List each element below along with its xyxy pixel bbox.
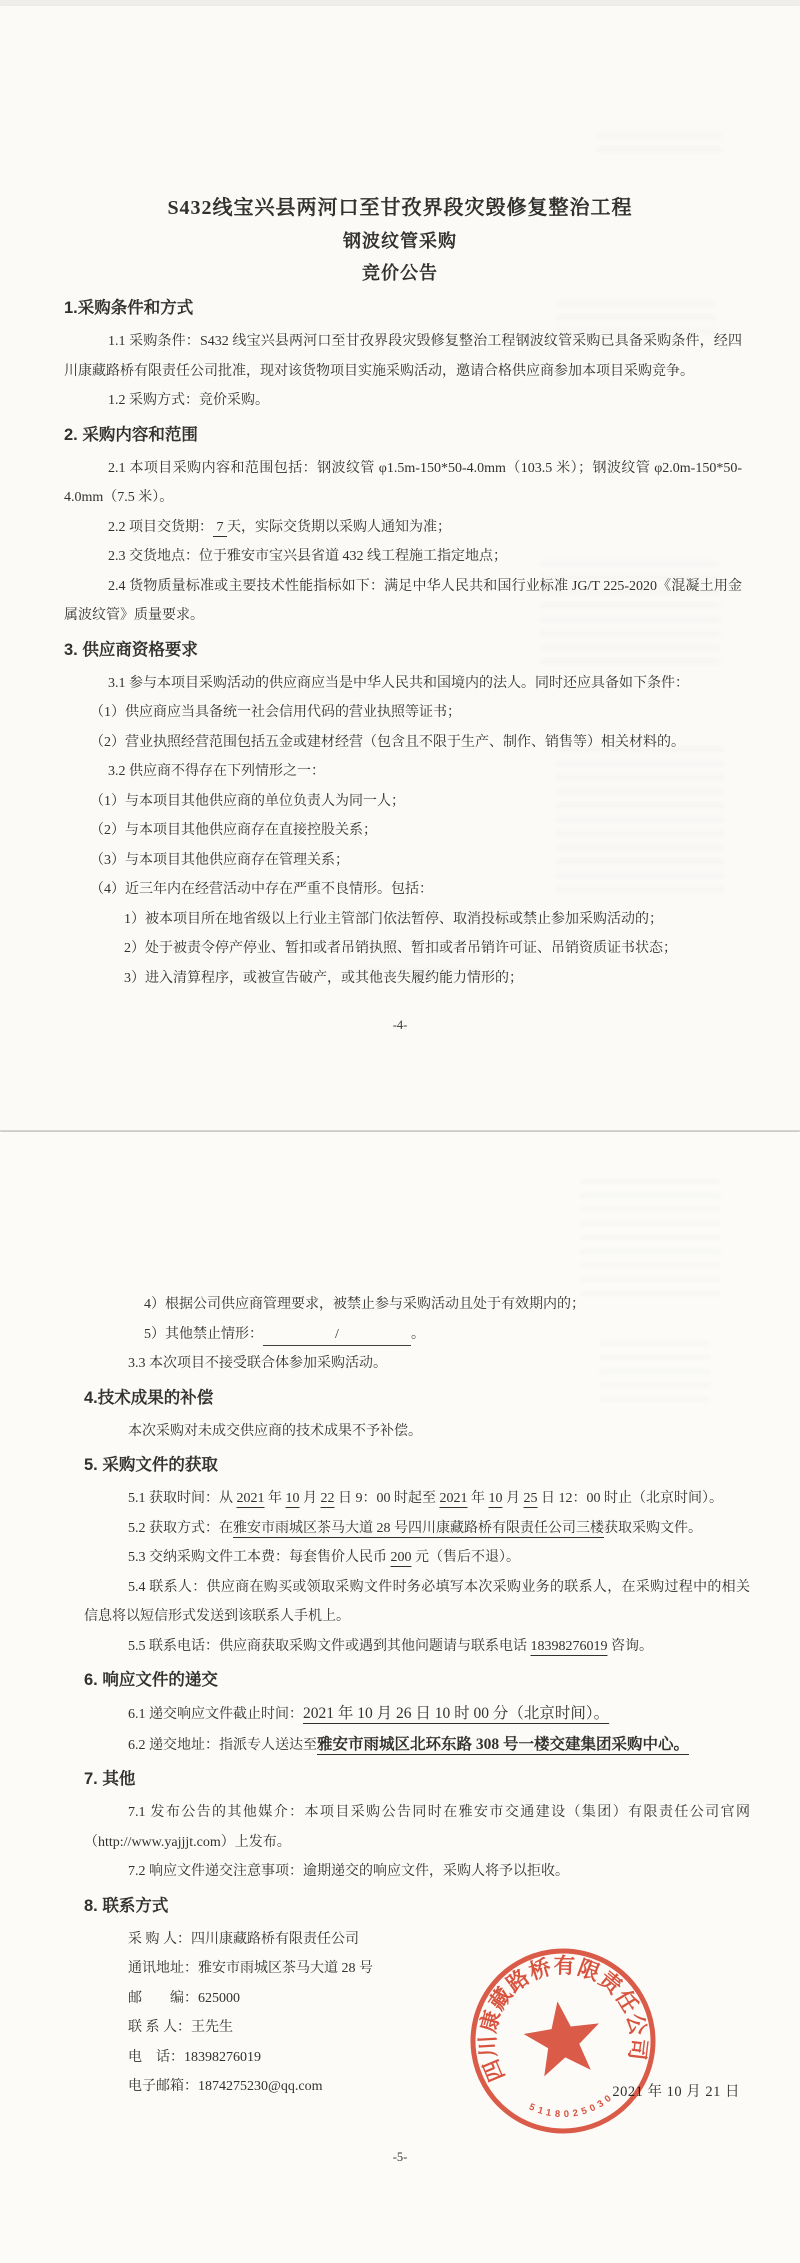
paragraph: [64, 698, 742, 728]
paragraph: [84, 1349, 750, 1379]
text-segment: 4）根据公司供应商管理要求，被禁止参与采购活动且处于有效期内的；: [144, 1297, 585, 1312]
doc-title-line-3: 竞价公告: [362, 263, 438, 283]
seal-company-name: 四川康藏路桥有限责任公司: [475, 1953, 651, 2085]
paragraph: [64, 386, 742, 416]
doc-title-line-2: 钢波纹管采购: [343, 231, 457, 251]
text-segment: 雅安市雨城区茶马大道 28 号四川康藏路桥有限责任公司三楼: [233, 1520, 604, 1536]
text-segment: 2021 年 10 月 26 日 10 时 00 分（北京时间）。: [303, 1705, 610, 1722]
paragraph: [84, 1632, 750, 1662]
text-segment: 7. 其他: [84, 1770, 136, 1788]
text-segment: 2.4 货物质量标准或主要技术性能指标如下：满足中华人民共和国行业标准 JG/T 225-2020《混凝土用金属波纹管》质量要求。: [64, 578, 742, 623]
text-segment: 本次采购对未成交供应商的技术成果不予补偿。: [128, 1423, 422, 1439]
text-segment: 2021: [236, 1491, 265, 1506]
text-segment: 10: [285, 1491, 300, 1506]
text-segment: 7.2 响应文件递交注意事项：逾期递交的响应文件，采购人将予以拒收。: [128, 1864, 569, 1879]
paragraph: [84, 1290, 750, 1320]
section-heading: [84, 1764, 750, 1794]
paragraph: [84, 1320, 750, 1350]
text-segment: 3.2 供应商不得存在下列情形之一：: [108, 764, 325, 779]
paragraph: [84, 1857, 750, 1887]
paragraph: [64, 454, 742, 513]
text-segment: 2.2 项目交货期：: [108, 519, 213, 535]
text-segment: 1.2 采购方式：竞价采购。: [108, 393, 269, 408]
section-heading: [64, 293, 742, 323]
section-heading: [64, 635, 742, 665]
text-segment: 5.1 获取时间：从: [128, 1491, 237, 1506]
text-segment: 10: [488, 1491, 503, 1506]
text-segment: 日 9：00 时起至: [334, 1491, 440, 1506]
text-segment: 年: [467, 1491, 489, 1506]
text-segment: 200: [390, 1550, 412, 1565]
paragraph: [84, 1543, 750, 1573]
text-segment: 2.1 本项目采购内容和范围包括：钢波纹管 φ1.5m-150*50-4.0mm（103.5 米）；钢波纹管 φ2.0m-150*50-4.0mm（7.5 米）。: [64, 460, 742, 505]
paragraph: [64, 542, 742, 572]
paragraph: [84, 1730, 750, 1761]
text-segment: （1）供应商应当具备统一社会信用代码的营业执照等证书；: [90, 705, 461, 720]
paragraph: [64, 905, 742, 935]
paragraph: [64, 757, 742, 787]
paragraph: [84, 1514, 750, 1544]
page-2: [0, 1132, 800, 2263]
company-seal: [447, 1925, 680, 2158]
text-segment: 18398276019: [530, 1638, 608, 1654]
page2-body: [0, 1132, 800, 2102]
text-segment: 5.4 联系人：供应商在购买或领取采购文件时务必填写本次采购业务的联系人，在采购过程中的相关信息将以短信形式发送到该联系人手机上。: [84, 1579, 750, 1624]
fill-in-blank: /: [263, 1325, 411, 1346]
page-1: [0, 6, 800, 1131]
text-segment: 22: [320, 1491, 335, 1506]
text-segment: 5.5 联系电话：供应商获取采购文件或遇到其他问题请与联系电话: [128, 1638, 531, 1654]
text-segment: 3.1 参与本项目采购活动的供应商应当是中华人民共和国境内的法人。同时还应具备如下条件：: [108, 675, 689, 691]
text-segment: （4）近三年内在经营活动中存在严重不良情形。包括：: [90, 882, 433, 897]
text-segment: 1）被本项目所在地省级以上行业主管部门依法暂停、取消投标或禁止参加采购活动的；: [124, 911, 663, 927]
text-segment: 1.采购条件和方式: [64, 299, 194, 317]
paragraph: [64, 327, 742, 386]
seal-code: 5118025030: [527, 2090, 617, 2121]
paragraph: [64, 964, 742, 994]
text-segment: 5）其他禁止情形：: [144, 1326, 263, 1342]
company-seal-graphic: [447, 1925, 680, 2158]
text-segment: 2）处于被责令停产停业、暂扣或者吊销执照、暂扣或者吊销许可证、吊销资质证书状态；: [124, 941, 677, 956]
text-segment: 8. 联系方式: [84, 1896, 169, 1915]
text-segment: 5.3 交纳采购文件工本费：每套售价人民币: [128, 1550, 391, 1565]
seal-star-icon: [520, 1996, 605, 2078]
page-number: -5-: [392, 2150, 408, 2164]
text-segment: 6.1 递交响应文件截止时间：: [128, 1707, 303, 1722]
text-segment: 7.1 发布公告的其他媒介：本项目采购公告同时在雅安市交通建设（集团）有限责任公司官网（http://www.yajjjt.com）上发布。: [84, 1805, 750, 1850]
paragraph: [64, 572, 742, 631]
text-segment: 4.技术成果的补偿: [84, 1388, 214, 1407]
text-segment: 电子邮箱：1874275230@qq.com: [128, 2079, 323, 2094]
text-segment: 6. 响应文件的递交: [84, 1671, 218, 1689]
paragraph: [64, 934, 742, 964]
paragraph: [64, 728, 742, 758]
text-segment: 获取采购文件。: [604, 1520, 702, 1536]
section-heading: [84, 1665, 750, 1695]
text-segment: 雅安市雨城区北环东路 308 号一楼交建集团采购中心。: [317, 1735, 690, 1753]
text-segment: 2021: [439, 1491, 468, 1506]
text-segment: 元（售后不退）。: [411, 1550, 520, 1565]
text-segment: 年: [264, 1491, 286, 1506]
text-segment: 3）进入清算程序，或被宣告破产，或其他丧失履约能力情形的；: [124, 970, 523, 986]
section-heading: [84, 1450, 750, 1480]
text-segment: 6.2 递交地址：指派专人送达至: [128, 1737, 317, 1753]
text-segment: 5.2 获取方式：在: [128, 1520, 233, 1536]
text-segment: 邮 编：625000: [128, 1990, 240, 2006]
text-segment: 联 系 人：王先生: [128, 2020, 233, 2035]
text-segment: 3. 供应商资格要求: [64, 640, 198, 659]
paragraph: [64, 846, 742, 876]
text-segment: （2）与本项目其他供应商存在直接控股关系；: [90, 823, 377, 838]
section-heading: [64, 420, 742, 450]
page-number: -4-: [392, 1018, 408, 1032]
paragraph: [84, 1699, 750, 1730]
section-heading: [84, 1891, 750, 1921]
section-heading: [84, 1383, 750, 1413]
paragraph: [84, 1484, 750, 1514]
text-segment: （3）与本项目其他供应商存在管理关系；: [90, 852, 349, 868]
paragraph: [84, 1417, 750, 1447]
text-segment: （1）与本项目其他供应商的单位负责人为同一人；: [90, 793, 405, 809]
paragraph: [64, 513, 742, 543]
text-segment: 电 话：18398276019: [128, 2049, 261, 2065]
text-segment: （2）营业执照经营范围包括五金或建材经营（包含且不限于生产、制作、销售等）相关材料的。: [90, 734, 685, 750]
text-segment: 。: [411, 1326, 425, 1342]
paragraph: [64, 816, 742, 846]
paragraph: [64, 669, 742, 699]
issue-date: 2021 年 10 月 21 日: [612, 2084, 740, 2100]
paragraph: [84, 1573, 750, 1632]
text-segment: 天，实际交货期以采购人通知为准；: [227, 519, 451, 535]
text-segment: 日 12：00 时止（北京时间）。: [537, 1491, 723, 1506]
text-segment: 月: [299, 1491, 321, 1506]
text-segment: 5. 采购文件的获取: [84, 1456, 218, 1474]
text-segment: 1.1 采购条件：S432 线宝兴县两河口至甘孜界段灾毁修复整治工程钢波纹管采购已具备采购条件，经四川康藏路桥有限责任公司批准，现对该货物项目实施采购活动，邀请合格供应商参加本项目采购竞争。: [64, 334, 742, 379]
doc-title-line-1: S432线宝兴县两河口至甘孜界段灾毁修复整治工程: [167, 197, 633, 219]
text-segment: 咨询。: [607, 1638, 653, 1654]
paragraph: [84, 1798, 750, 1857]
paragraph: [64, 875, 742, 905]
text-segment: 2.3 交货地点：位于雅安市宝兴县省道 432 线工程施工指定地点；: [108, 549, 507, 564]
text-segment: 2. 采购内容和范围: [64, 425, 198, 444]
document-title-block: [0, 6, 800, 289]
text-segment: 3.3 本次项目不接受联合体参加采购活动。: [128, 1356, 387, 1371]
page1-body: [0, 293, 800, 993]
text-segment: 25: [523, 1491, 538, 1506]
text-segment: 采 购 人：四川康藏路桥有限责任公司: [128, 1931, 359, 1947]
paragraph: [64, 787, 742, 817]
text-segment: 7: [213, 519, 227, 535]
text-segment: 月: [502, 1491, 524, 1506]
text-segment: 通讯地址：雅安市雨城区茶马大道 28 号: [128, 1961, 373, 1976]
